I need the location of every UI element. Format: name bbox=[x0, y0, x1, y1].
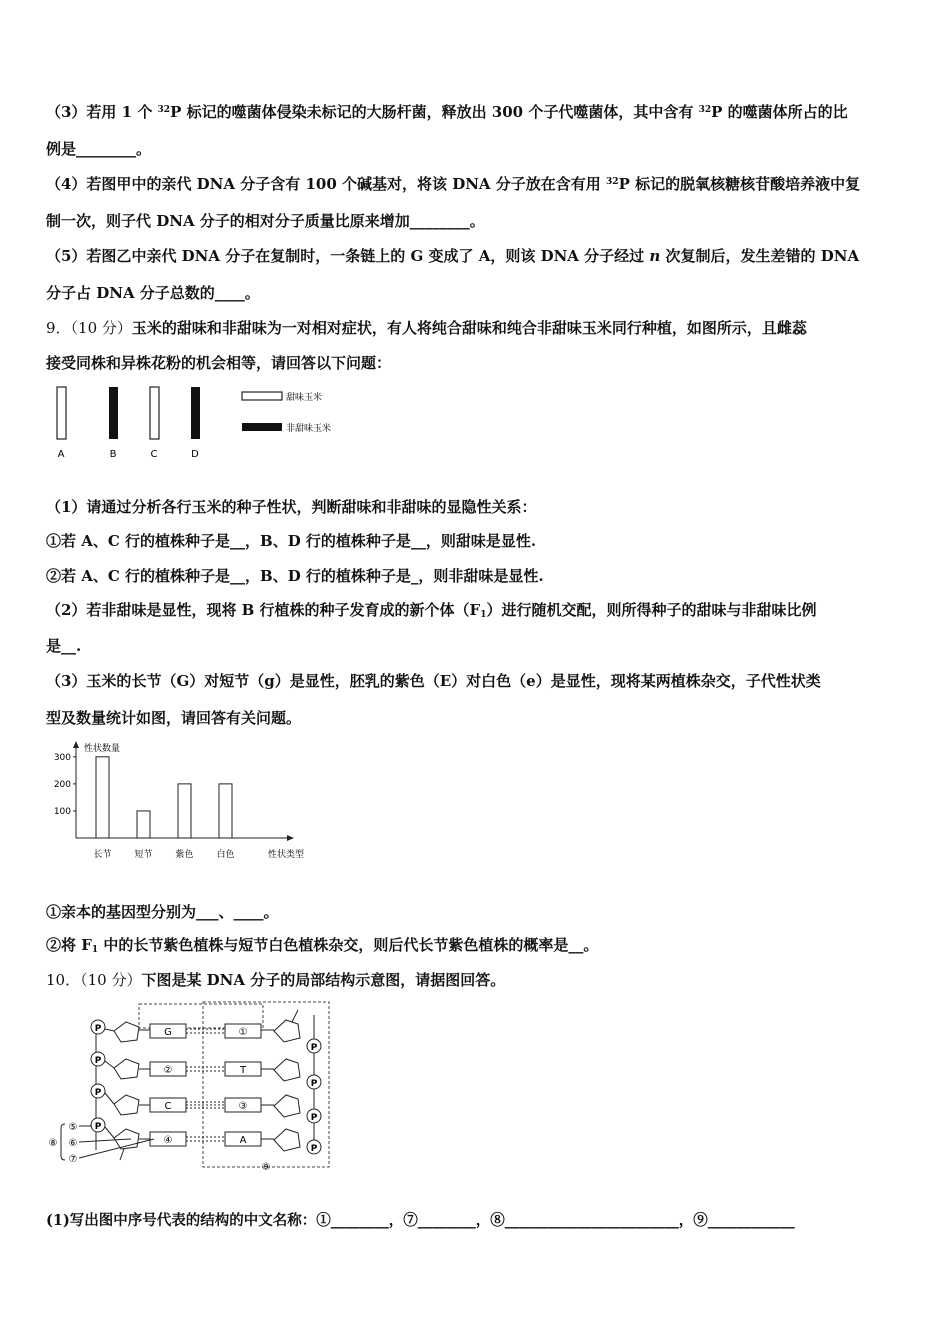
q10-stem: 10．（10 分）下图是某 DNA 分子的局部结构示意图，请据图回答。 bbox=[46, 971, 506, 989]
q9-part3-option-a: ①亲本的基因型分别为___、____。 bbox=[46, 903, 279, 921]
x-tick-label: 短节 bbox=[134, 850, 153, 860]
base-left-label: ④ bbox=[163, 1135, 173, 1146]
q9-stem-line2: 接受同株和异株花粉的机会相等，请回答以下问题： bbox=[46, 354, 392, 372]
x-axis-label: 性状类型 bbox=[268, 850, 305, 860]
base-left-label: G bbox=[164, 1027, 172, 1038]
bar-1 bbox=[96, 757, 109, 838]
q9-part3-line1: （3）玉米的长节（G）对短节（g）是显性，胚乳的紫色（E）对白色（e）是显性，现将某两植株杂交，子代性状类 bbox=[46, 672, 821, 690]
deoxyribose-left bbox=[114, 1022, 139, 1042]
base-pair-row-1 bbox=[91, 1010, 321, 1053]
legend-nonsweet-label: 非甜味玉米 bbox=[286, 424, 332, 434]
row-label-b: B bbox=[109, 449, 117, 460]
deoxyribose-right bbox=[274, 1059, 300, 1081]
base-left-label: ② bbox=[163, 1065, 173, 1076]
row-d-nonsweet bbox=[191, 387, 200, 439]
row-c-sweet bbox=[150, 387, 159, 439]
y-tick-label: 200 bbox=[53, 779, 71, 790]
q9-part1-option-b: ②若 A、C 行的植株种子是__，B、D 行的植株种子是_，则非甜味是显性. bbox=[46, 567, 544, 585]
x-axis-arrow bbox=[287, 835, 294, 841]
superscript-32: 32 bbox=[606, 177, 619, 187]
label-5: ⑤ bbox=[68, 1122, 78, 1133]
base-right-label: ③ bbox=[238, 1101, 248, 1112]
q9-part1: （1）请通过分析各行玉米的种子性状，判断甜味和非甜味的显隐性关系： bbox=[46, 498, 537, 516]
base-right-label: A bbox=[239, 1135, 247, 1146]
bar-2 bbox=[137, 811, 150, 838]
q9-part1-option-a: ①若 A、C 行的植株种子是__，B、D 行的植株种子是__，则甜味是显性. bbox=[46, 532, 537, 550]
q8-part5-line2: 分子占 DNA 分子总数的____。 bbox=[46, 284, 260, 302]
question-number: 10． bbox=[46, 971, 81, 989]
phosphate-label: P bbox=[94, 1122, 102, 1132]
label-6: ⑥ bbox=[68, 1138, 78, 1149]
x-tick-label: 白色 bbox=[216, 850, 235, 860]
q8-part4-line2: 制一次，则子代 DNA 分子的相对分子质量比原来增加________。 bbox=[46, 212, 485, 230]
sugar-tail bbox=[292, 1010, 298, 1022]
row-label-c: C bbox=[150, 449, 158, 460]
deoxyribose-right bbox=[274, 1020, 300, 1042]
subscript-1: 1 bbox=[91, 945, 99, 955]
phosphate-label: P bbox=[94, 1056, 102, 1066]
phosphate-label: P bbox=[310, 1043, 318, 1053]
row-b-nonsweet bbox=[109, 387, 118, 439]
question-points: （10 分） bbox=[80, 971, 142, 989]
q8-part3-line2: 例是________。 bbox=[46, 140, 152, 158]
subscript-1: 1 bbox=[480, 610, 487, 620]
dna-structure-diagram bbox=[46, 1000, 336, 1175]
bracket-8 bbox=[61, 1124, 65, 1160]
trait-bar-chart bbox=[46, 738, 336, 863]
base-left-label: C bbox=[164, 1101, 172, 1112]
q8-part4-line1: （4）若图甲中的亲代 DNA 分子含有 100 个碱基对，将该 DNA 分子放在含有用 $^{32}$P 标记的脱氧核糖核苷酸培养液中复 bbox=[46, 175, 861, 193]
superscript-32: 32 bbox=[157, 105, 171, 115]
phosphate-label: P bbox=[94, 1088, 102, 1098]
phosphate-label: P bbox=[310, 1079, 318, 1089]
q9-part2-line2: 是__. bbox=[46, 637, 82, 655]
row-label-a: A bbox=[57, 449, 65, 460]
base-right-label: ① bbox=[238, 1027, 248, 1038]
q10-part1: (1)写出图中序号代表的结构的中文名称：①________，⑦________，⑧________________________，⑨____________ bbox=[46, 1212, 795, 1229]
deoxyribose-right bbox=[274, 1129, 300, 1151]
chart-marks bbox=[54, 753, 235, 860]
question-number: 9． bbox=[46, 319, 71, 337]
deoxyribose-right bbox=[274, 1095, 300, 1117]
x-tick-label: 长节 bbox=[93, 850, 112, 860]
sugar-tail bbox=[120, 1149, 124, 1160]
phosphate-label: P bbox=[310, 1144, 318, 1154]
question-points: （10 分） bbox=[70, 319, 132, 337]
bar-3 bbox=[178, 784, 191, 838]
y-tick-label: 100 bbox=[53, 806, 71, 817]
legend-sweet-label: 甜味玉米 bbox=[286, 393, 323, 403]
q8-part5-line1: （5）若图乙中亲代 DNA 分子在复制时，一条链上的 G 变成了 A，则该 DNA 分子经过 n 次复制后，发生差错的 DNA bbox=[46, 247, 860, 265]
p-sugar-bond bbox=[105, 1093, 114, 1104]
label-9: ⑨ bbox=[261, 1162, 271, 1173]
label-8: ⑧ bbox=[48, 1138, 58, 1149]
q9-part2-line1: （2）若非甜味是显性，现将 B 行植株的种子发育成的新个体$(F_1)$进行随机交配，则所得种子的甜味与非甜味比例 bbox=[46, 601, 817, 620]
superscript-32: 32 bbox=[698, 105, 712, 115]
q9-part3-line2: 型及数量统计如图，请回答有关问题。 bbox=[46, 709, 302, 727]
label-7: ⑦ bbox=[68, 1154, 78, 1165]
corn-rows-figure bbox=[46, 380, 356, 465]
phosphate-label: P bbox=[94, 1024, 102, 1034]
deoxyribose-left bbox=[114, 1059, 139, 1079]
y-axis-label: 性状数量 bbox=[84, 744, 121, 754]
q9-stem-line1: 9．（10 分）玉米的甜味和非甜味为一对相对症状，有人将纯合甜味和纯合非甜味玉米同行种植，如图所示，且雌蕊 bbox=[46, 319, 807, 337]
y-tick-label: 300 bbox=[53, 752, 71, 763]
base-pair-row-2 bbox=[91, 1052, 321, 1089]
row-label-d: D bbox=[191, 449, 199, 460]
bar-4 bbox=[219, 784, 232, 838]
row-a-sweet bbox=[57, 387, 66, 439]
phosphate-label: P bbox=[310, 1113, 318, 1123]
deoxyribose-left bbox=[114, 1095, 139, 1115]
p-sugar-bond bbox=[105, 1029, 114, 1031]
q9-part3-option-b: ②将 $F_1$ 中的长节紫色植株与短节白色植株杂交，则后代长节紫色植株的概率是__。 bbox=[46, 936, 599, 955]
p-sugar-bond bbox=[105, 1127, 114, 1138]
x-tick-label: 紫色 bbox=[175, 850, 194, 860]
legend-sweet-swatch bbox=[242, 392, 282, 400]
q8-part3-line1: （3）若用 1 个 $^{32}$P 标记的噬菌体侵染未标记的大肠杆菌，释放出 300 个子代噬菌体，其中含有 $^{32}$P 的噬菌体所占的比 bbox=[46, 103, 848, 121]
legend-nonsweet-swatch bbox=[242, 423, 282, 431]
base-right-label: T bbox=[239, 1065, 247, 1076]
y-axis-arrow bbox=[73, 741, 79, 748]
p-sugar-bond bbox=[105, 1061, 114, 1068]
base-pair-row-3 bbox=[91, 1084, 321, 1123]
